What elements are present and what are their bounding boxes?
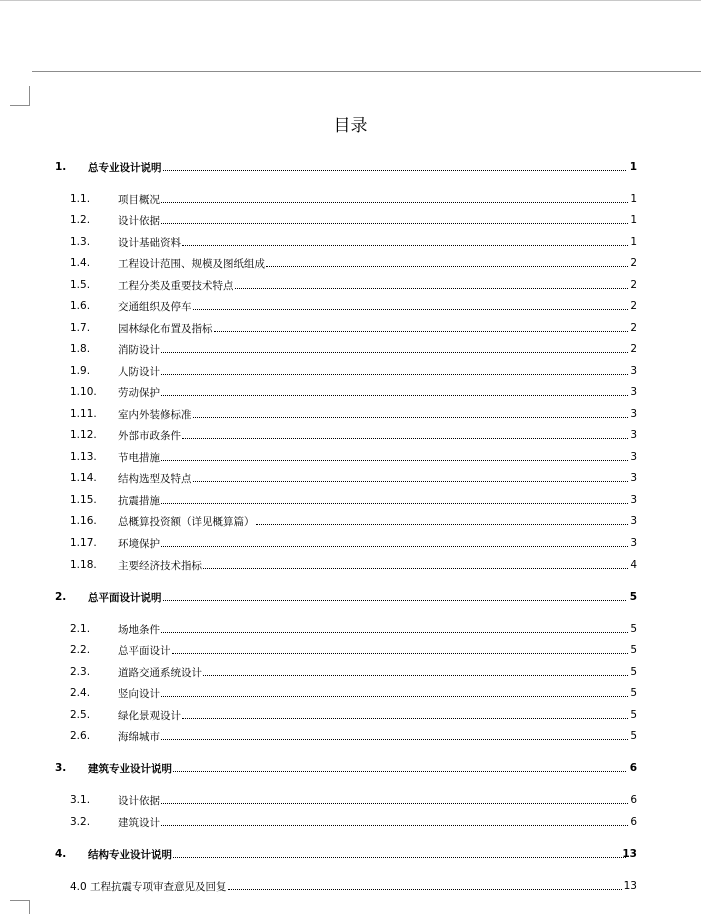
toc-entry-number: 2. <box>55 591 67 603</box>
page-corner-mark-bottom <box>10 900 30 914</box>
toc-entry[interactable] <box>0 235 701 249</box>
toc-page-number: 5 <box>630 730 637 742</box>
toc-entry-number: 1. <box>55 161 67 173</box>
toc-entry-number: 1.13. <box>70 451 97 463</box>
toc-entry[interactable] <box>0 299 701 313</box>
toc-dot-leader <box>235 278 629 289</box>
toc-entry[interactable] <box>0 493 701 507</box>
toc-entry[interactable] <box>0 729 701 743</box>
toc-entry[interactable] <box>0 643 701 657</box>
toc-entry-number: 2.2. <box>70 644 91 656</box>
toc-entry-number: 2.6. <box>70 730 91 742</box>
toc-entry-title: 环境保护 <box>118 538 160 550</box>
toc-entry-title: 园林绿化布置及指标 <box>118 323 213 335</box>
toc-entry[interactable] <box>0 514 701 528</box>
toc-entry-title: 工程分类及重要技术特点 <box>118 280 234 292</box>
toc-entry-title: 结构选型及特点 <box>118 473 192 485</box>
toc-entry-number: 3.1. <box>70 794 91 806</box>
toc-entry-number: 1.2. <box>70 214 91 226</box>
toc-page-number: 5 <box>629 591 637 603</box>
toc-dot-leader <box>173 847 626 858</box>
toc-page-number: 1 <box>630 193 637 205</box>
toc-entry-title: 4.0 工程抗震专项审查意见及回复 <box>70 881 227 893</box>
toc-entry-title: 设计依据 <box>118 795 160 807</box>
toc-entry-number: 1.10. <box>70 386 97 398</box>
toc-heading-entry[interactable] <box>0 590 701 604</box>
toc-dot-leader <box>161 342 628 353</box>
toc-dot-leader <box>182 428 628 439</box>
toc-entry-title: 交通组织及停车 <box>118 301 192 313</box>
toc-entry-title: 建筑设计 <box>118 817 160 829</box>
toc-entry[interactable] <box>0 665 701 679</box>
toc-heading-entry[interactable] <box>0 160 701 174</box>
toc-page-number: 3 <box>630 537 637 549</box>
toc-entry[interactable] <box>0 278 701 292</box>
toc-page-number: 5 <box>630 709 637 721</box>
toc-entry-number: 1.8. <box>70 343 91 355</box>
page-corner-mark-top <box>10 86 30 106</box>
toc-entry-title: 建筑专业设计说明 <box>88 763 172 775</box>
toc-dot-leader <box>193 471 629 482</box>
toc-entry-number: 1.12. <box>70 429 97 441</box>
toc-dot-leader <box>228 879 622 890</box>
toc-entry-title: 海绵城市 <box>118 731 160 743</box>
toc-entry[interactable] <box>0 686 701 700</box>
toc-entry-number: 1.17. <box>70 537 97 549</box>
toc-entry-title: 场地条件 <box>118 624 160 636</box>
toc-dot-leader <box>161 385 628 396</box>
window-top-edge <box>0 0 701 1</box>
toc-entry[interactable] <box>0 708 701 722</box>
toc-dot-leader <box>172 643 629 654</box>
toc-entry-number: 1.5. <box>70 279 91 291</box>
toc-entry[interactable] <box>0 213 701 227</box>
toc-page-number: 3 <box>630 472 637 484</box>
toc-heading-entry[interactable] <box>0 847 701 861</box>
toc-dot-leader <box>161 493 628 504</box>
toc-dot-leader <box>161 450 628 461</box>
toc-dot-leader <box>256 514 629 525</box>
toc-entry[interactable] <box>0 342 701 356</box>
toc-page-number: 3 <box>630 429 637 441</box>
page-header-rule <box>32 71 701 72</box>
toc-entry[interactable] <box>0 879 701 893</box>
toc-dot-leader <box>161 815 628 826</box>
toc-entry-title: 总专业设计说明 <box>88 162 162 174</box>
toc-page-number: 1 <box>630 236 637 248</box>
toc-dot-leader <box>203 665 628 676</box>
toc-entry-number: 1.3. <box>70 236 91 248</box>
toc-page-number: 6 <box>629 762 637 774</box>
toc-entry-title: 设计依据 <box>118 215 160 227</box>
toc-entry-title: 外部市政条件 <box>118 430 181 442</box>
toc-entry-title: 节电措施 <box>118 452 160 464</box>
toc-entry-number: 1.1. <box>70 193 91 205</box>
toc-page-number: 3 <box>630 494 637 506</box>
toc-entry-title: 总平面设计说明 <box>88 592 162 604</box>
toc-page-number: 2 <box>630 300 637 312</box>
toc-entry-number: 2.3. <box>70 666 91 678</box>
toc-entry[interactable] <box>0 793 701 807</box>
toc-dot-leader <box>161 686 628 697</box>
toc-entry-number: 2.4. <box>70 687 91 699</box>
toc-entry[interactable] <box>0 428 701 442</box>
toc-entry-number: 3.2. <box>70 816 91 828</box>
toc-entry-title: 设计基础资料 <box>118 237 181 249</box>
toc-entry-title: 室内外装修标准 <box>118 409 192 421</box>
toc-entry-number: 1.11. <box>70 408 97 420</box>
toc-dot-leader <box>161 364 628 375</box>
toc-entry-title: 总平面设计 <box>118 645 171 657</box>
toc-entry[interactable] <box>0 364 701 378</box>
toc-dot-leader <box>161 622 628 633</box>
toc-dot-leader <box>193 299 629 310</box>
toc-page-number: 1 <box>629 161 637 173</box>
toc-entry[interactable] <box>0 385 701 399</box>
toc-entry-number: 2.5. <box>70 709 91 721</box>
toc-page-number: 5 <box>630 687 637 699</box>
toc-page-number: 5 <box>630 666 637 678</box>
toc-page-number: 5 <box>630 644 637 656</box>
toc-dot-leader <box>163 160 627 171</box>
toc-page-number: 6 <box>630 816 637 828</box>
toc-entry[interactable] <box>0 622 701 636</box>
toc-entry-number: 1.15. <box>70 494 97 506</box>
toc-page-number: 2 <box>630 257 637 269</box>
toc-page-number: 5 <box>630 623 637 635</box>
toc-entry-number: 1.4. <box>70 257 91 269</box>
toc-entry-number: 1.16. <box>70 515 97 527</box>
toc-dot-leader <box>163 590 627 601</box>
toc-entry-number: 1.9. <box>70 365 91 377</box>
toc-entry-title: 抗震措施 <box>118 495 160 507</box>
toc-dot-leader <box>182 708 628 719</box>
toc-entry-title: 人防设计 <box>118 366 160 378</box>
toc-entry-number: 1.7. <box>70 322 91 334</box>
toc-dot-leader <box>203 558 628 569</box>
toc-page-number: 4 <box>630 559 637 571</box>
toc-entry[interactable] <box>0 815 701 829</box>
toc-page-number: 3 <box>630 386 637 398</box>
toc-entry-title: 消防设计 <box>118 344 160 356</box>
toc-entry-title: 绿化景观设计 <box>118 710 181 722</box>
toc-entry-title: 项目概况 <box>118 194 160 206</box>
toc-dot-leader <box>161 536 628 547</box>
toc-dot-leader <box>161 192 628 203</box>
toc-entry-number: 1.18. <box>70 559 97 571</box>
toc-dot-leader <box>214 321 629 332</box>
toc-page-number: 3 <box>630 408 637 420</box>
toc-page-number: 6 <box>630 794 637 806</box>
toc-page-number: 3 <box>630 365 637 377</box>
toc-dot-leader <box>173 761 626 772</box>
toc-page-number: 2 <box>630 279 637 291</box>
toc-dot-leader <box>193 407 629 418</box>
toc-dot-leader <box>182 235 628 246</box>
toc-page-number: 2 <box>630 343 637 355</box>
toc-entry[interactable] <box>0 321 701 335</box>
toc-entry[interactable] <box>0 558 701 572</box>
toc-entry[interactable] <box>0 256 701 270</box>
toc-entry[interactable] <box>0 407 701 421</box>
toc-dot-leader <box>161 213 628 224</box>
toc-entry-title: 结构专业设计说明 <box>88 849 172 861</box>
toc-entry-title: 主要经济技术指标 <box>118 560 202 572</box>
toc-entry-title: 劳动保护 <box>118 387 160 399</box>
toc-entry[interactable] <box>0 536 701 550</box>
toc-entry-number: 1.14. <box>70 472 97 484</box>
toc-page-number: 1 <box>630 214 637 226</box>
toc-entry-number: 3. <box>55 762 67 774</box>
toc-entry-number: 4. <box>55 848 67 860</box>
toc-title: 目录 <box>333 116 368 136</box>
toc-page-number: 13 <box>622 848 637 860</box>
toc-entry[interactable] <box>0 192 701 206</box>
toc-page-number: 13 <box>623 880 637 892</box>
toc-entry-title: 竖向设计 <box>118 688 160 700</box>
toc-entry-number: 2.1. <box>70 623 91 635</box>
toc-entry-title: 工程设计范围、规模及图纸组成 <box>118 258 265 270</box>
toc-entry[interactable] <box>0 450 701 464</box>
toc-entry-title: 道路交通系统设计 <box>118 667 202 679</box>
toc-page-number: 2 <box>630 322 637 334</box>
toc-dot-leader <box>266 256 628 267</box>
toc-heading-entry[interactable] <box>0 761 701 775</box>
toc-entry[interactable] <box>0 471 701 485</box>
toc-page-number: 3 <box>630 515 637 527</box>
toc-entry-number: 1.6. <box>70 300 91 312</box>
toc-dot-leader <box>161 729 628 740</box>
toc-page-number: 3 <box>630 451 637 463</box>
toc-entry-title: 总概算投资额（详见概算篇） <box>118 516 255 528</box>
toc-dot-leader <box>161 793 628 804</box>
